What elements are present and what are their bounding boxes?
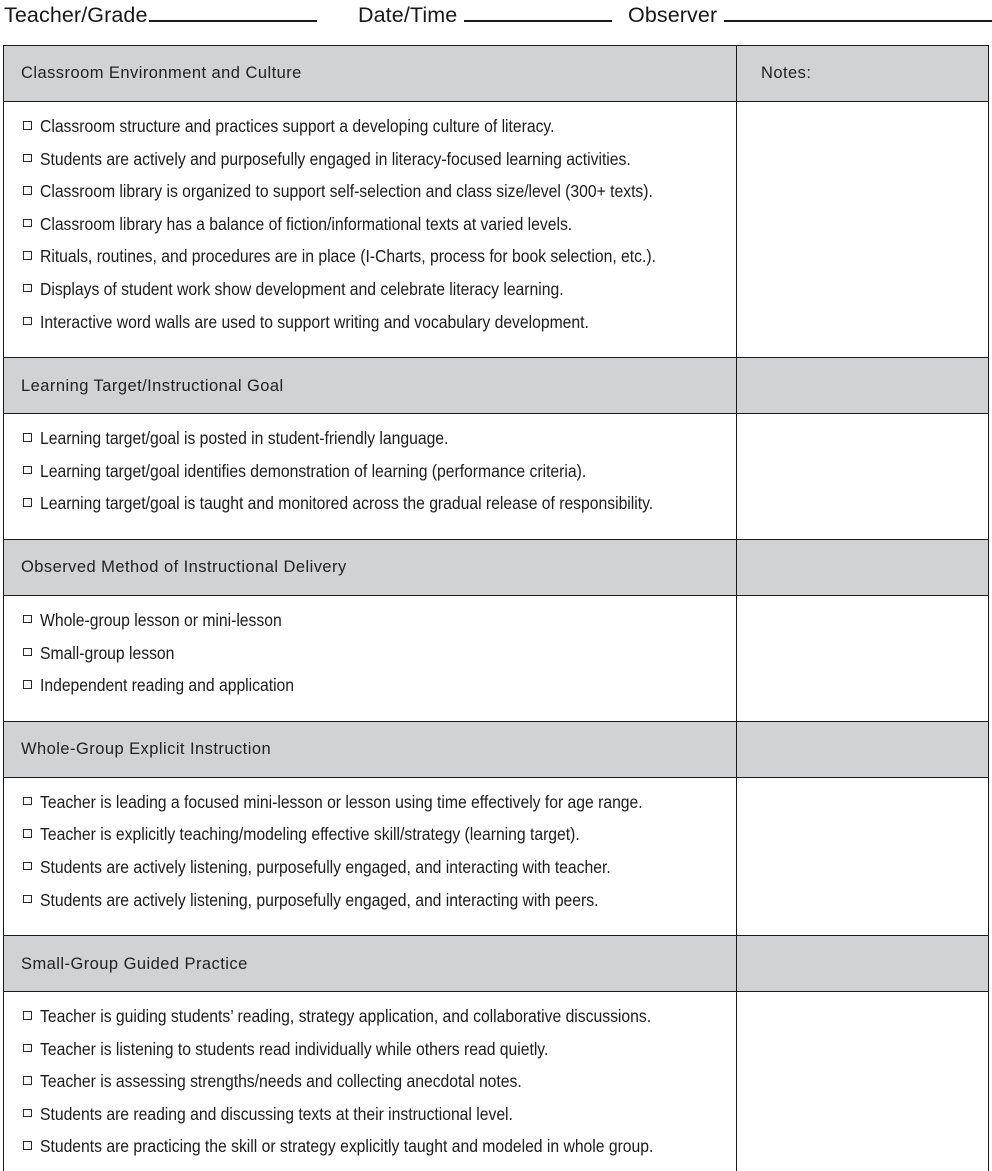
checklist-item[interactable]: [23, 311, 726, 344]
checkbox-icon[interactable]: [23, 154, 32, 163]
checklist-item[interactable]: [23, 492, 726, 525]
checklist-items-cell: [4, 992, 737, 1171]
checkbox-icon[interactable]: [23, 466, 32, 475]
observer-label: Observer: [628, 3, 718, 27]
checklist-item[interactable]: [23, 148, 726, 181]
section-body-row: [4, 778, 988, 936]
checkbox-icon[interactable]: [23, 829, 32, 838]
section-body-row: [4, 992, 988, 1171]
checklist-item-label: Teacher is guiding students’ reading, strategy application, and collaborative discussions.: [39, 1006, 651, 1027]
section-header-row: [4, 358, 988, 414]
section-header-row: [4, 540, 988, 596]
checklist-item[interactable]: [23, 460, 726, 493]
checklist-item-label: Teacher is explicitly teaching/modeling effective skill/strategy (learning target).: [39, 824, 580, 845]
checklist-section: [4, 722, 988, 936]
section-title-cell: [4, 358, 737, 413]
checkbox-icon[interactable]: [23, 862, 32, 871]
checklist-item-label: Classroom structure and practices support a developing culture of literacy.: [39, 116, 554, 136]
checklist-items-cell: [4, 596, 737, 721]
checklist-item-label: Teacher is assessing strengths/needs and collecting anecdotal notes.: [39, 1071, 522, 1092]
checklist-item-label: Displays of student work show development and celebrate literacy learning.: [39, 278, 564, 299]
checklist-item-label: Rituals, routines, and procedures are in place (I-Charts, process for book selection, etc.).: [39, 246, 656, 267]
checklist-item[interactable]: [23, 245, 726, 278]
section-header-row: [4, 722, 988, 778]
section-title: Whole-Group Explicit Instruction: [21, 740, 272, 759]
checklist-item[interactable]: [23, 1135, 726, 1168]
checkbox-icon[interactable]: [23, 680, 32, 689]
checklist-item[interactable]: [23, 856, 726, 889]
checklist-item[interactable]: [23, 278, 726, 311]
section-title-cell: [4, 936, 737, 991]
notes-entry-cell[interactable]: [737, 596, 988, 721]
checkbox-icon[interactable]: [23, 1109, 32, 1118]
teacher-grade-label: Teacher/Grade: [4, 3, 148, 27]
checklist-item[interactable]: [23, 823, 726, 856]
checkbox-icon[interactable]: [23, 1141, 32, 1150]
checkbox-icon[interactable]: [23, 615, 32, 624]
section-title: Learning Target/Instructional Goal: [21, 376, 284, 395]
checkbox-icon[interactable]: [23, 1044, 32, 1053]
header-field-date-time[interactable]: [358, 0, 612, 26]
checklist-item[interactable]: [23, 1005, 726, 1038]
header-field-observer[interactable]: [628, 0, 992, 26]
checklist-item-label: Students are actively and purposefully engaged in literacy-focused learning activities.: [39, 148, 631, 169]
checkbox-icon[interactable]: [23, 895, 32, 904]
checklist-item-label: Classroom library is organized to support self-selection and class size/level (300+ texts).: [39, 181, 653, 202]
checkbox-icon[interactable]: [23, 284, 32, 293]
checkbox-icon[interactable]: [23, 1011, 32, 1020]
checklist-item[interactable]: [23, 642, 726, 675]
header-field-teacher-grade[interactable]: [4, 0, 317, 26]
checkbox-icon[interactable]: [23, 1076, 32, 1085]
notes-entry-cell[interactable]: [737, 414, 988, 539]
checklist-item-label: Students are reading and discussing texts at their instructional level.: [39, 1103, 513, 1124]
section-body-row: [4, 414, 988, 540]
notes-header-cell: [737, 46, 988, 101]
notes-header-cell: [737, 540, 988, 595]
section-body-row: [4, 102, 988, 358]
checklist-section: [4, 540, 988, 722]
checklist-item[interactable]: [23, 674, 726, 707]
checklist-item-label: Students are practicing the skill or strategy explicitly taught and modeled in whole group.: [39, 1136, 653, 1157]
section-title-cell: [4, 46, 737, 101]
checklist-item-label: Independent reading and application: [39, 675, 294, 696]
checklist-items-cell: [4, 102, 737, 357]
document-header: [0, 0, 992, 34]
checkbox-icon[interactable]: [23, 121, 32, 130]
checklist-items-cell: [4, 778, 737, 935]
checkbox-icon[interactable]: [23, 251, 32, 260]
date-time-blank-line[interactable]: [464, 0, 612, 22]
notes-header-cell: [737, 358, 988, 413]
checklist-section: [4, 358, 988, 540]
notes-column-header: Notes:: [761, 64, 812, 83]
checklist-item-label: Teacher is listening to students read individually while others read quietly.: [39, 1038, 548, 1059]
checklist-item[interactable]: [23, 427, 726, 460]
checklist-item[interactable]: [23, 1070, 726, 1103]
section-header-row: [4, 936, 988, 992]
checklist-section: [4, 936, 988, 1171]
checklist-item[interactable]: [23, 791, 726, 824]
checklist-item[interactable]: [23, 115, 726, 148]
checklist-item-label: Learning target/goal identifies demonstration of learning (performance criteria).: [39, 460, 586, 481]
checklist-item[interactable]: [23, 889, 726, 922]
notes-entry-cell[interactable]: [737, 778, 988, 935]
checklist-item-label: Learning target/goal is taught and monitored across the gradual release of responsibility.: [39, 493, 653, 514]
checklist-table: [3, 45, 989, 1171]
checklist-section: [4, 46, 988, 358]
section-title: Small-Group Guided Practice: [21, 954, 248, 973]
checkbox-icon[interactable]: [23, 797, 32, 806]
checklist-item-label: Small-group lesson: [39, 642, 174, 663]
checklist-item-label: Students are actively listening, purposefully engaged, and interacting with peers.: [39, 889, 598, 910]
checkbox-icon[interactable]: [23, 433, 32, 442]
notes-entry-cell[interactable]: [737, 992, 988, 1171]
checklist-item[interactable]: [23, 180, 726, 213]
checklist-item-label: Interactive word walls are used to support writing and vocabulary development.: [39, 311, 589, 332]
notes-header-cell: [737, 936, 988, 991]
notes-entry-cell[interactable]: [737, 102, 988, 357]
checkbox-icon[interactable]: [23, 219, 32, 228]
observer-blank-line[interactable]: [724, 0, 992, 22]
checklist-item[interactable]: [23, 1038, 726, 1071]
checklist-item-label: Teacher is leading a focused mini-lesson or lesson using time effectively for age range.: [39, 791, 643, 812]
section-title-cell: [4, 540, 737, 595]
checklist-item[interactable]: [23, 213, 726, 246]
section-title: Observed Method of Instructional Delivery: [21, 558, 347, 577]
checklist-item-label: Students are actively listening, purposefully engaged, and interacting with teacher.: [39, 856, 611, 877]
checklist-item[interactable]: [23, 609, 726, 642]
checklist-item-label: Whole-group lesson or mini-lesson: [39, 609, 282, 630]
checkbox-icon[interactable]: [23, 648, 32, 657]
section-body-row: [4, 596, 988, 722]
section-title-cell: [4, 722, 737, 777]
checklist-items-cell: [4, 414, 737, 539]
section-header-row: [4, 46, 988, 102]
checkbox-icon[interactable]: [23, 498, 32, 507]
checkbox-icon[interactable]: [23, 186, 32, 195]
checkbox-icon[interactable]: [23, 317, 32, 326]
checklist-item[interactable]: [23, 1103, 726, 1136]
notes-header-cell: [737, 722, 988, 777]
teacher-grade-blank-line[interactable]: [149, 0, 317, 22]
checklist-item-label: Classroom library has a balance of fiction/informational texts at varied levels.: [39, 213, 572, 234]
date-time-label: Date/Time: [358, 3, 458, 27]
checklist-item-label: Learning target/goal is posted in student-friendly language.: [39, 428, 448, 449]
section-title: Classroom Environment and Culture: [21, 64, 302, 83]
